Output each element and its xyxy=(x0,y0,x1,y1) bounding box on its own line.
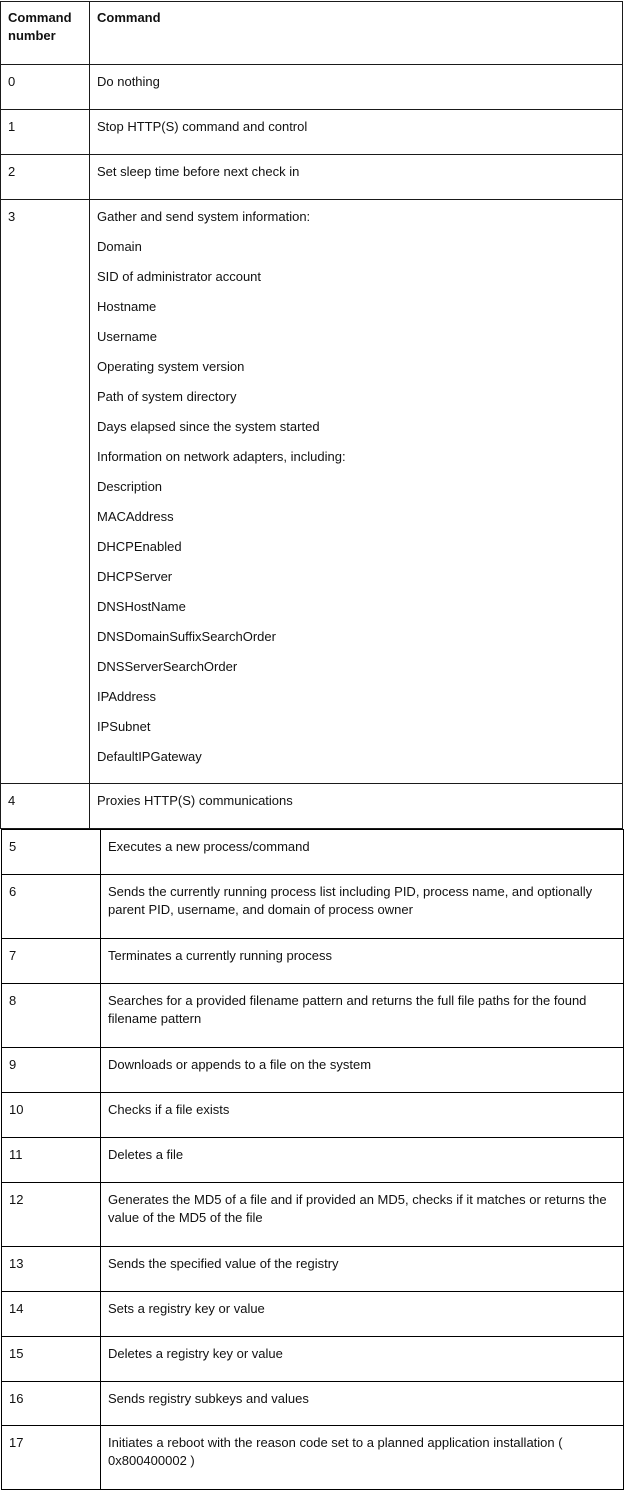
command-description xyxy=(90,200,623,784)
command-number: 5 xyxy=(2,830,101,875)
table-row xyxy=(2,875,624,939)
list-item: Hostname xyxy=(97,299,157,314)
table-row xyxy=(2,939,624,984)
command-description: Checks if a file exists xyxy=(101,1093,624,1138)
list-item: Description xyxy=(97,479,163,494)
command-description: Sets a registry key or value xyxy=(101,1292,624,1337)
command-number: 15 xyxy=(2,1337,101,1382)
command-description: Downloads or appends to a file on the system xyxy=(101,1048,624,1093)
list-item: DHCPServer xyxy=(97,569,173,584)
list-item: Days elapsed since the system started xyxy=(97,419,320,434)
header-command: Command xyxy=(90,2,623,65)
list-item: SID of administrator account xyxy=(97,269,262,284)
command-number: 8 xyxy=(2,984,101,1048)
command-number: 1 xyxy=(1,110,90,155)
table-row xyxy=(2,1426,624,1490)
command-description: Initiates a reboot with the reason code set to a planned application installation ( 0x800400002 ) xyxy=(101,1426,624,1490)
table-row xyxy=(2,1138,624,1183)
header-command-number: Command number xyxy=(1,2,90,65)
command-number: 6 xyxy=(2,875,101,939)
list-item: Operating system version xyxy=(97,359,245,374)
command-description: Searches for a provided filename pattern and returns the full file paths for the found filename pattern xyxy=(101,984,624,1048)
table-row xyxy=(2,830,624,875)
table-row xyxy=(2,1337,624,1382)
command-description: Deletes a file xyxy=(101,1138,624,1183)
command-number: 4 xyxy=(1,784,90,829)
table-row xyxy=(2,984,624,1048)
table-row xyxy=(1,110,623,155)
table-row xyxy=(2,1048,624,1093)
command-table-part-1 xyxy=(0,1,623,829)
list-item: Username xyxy=(97,329,157,344)
table-row xyxy=(2,1382,624,1426)
list-item: Path of system directory xyxy=(97,389,237,404)
command-number: 2 xyxy=(1,155,90,200)
table-row xyxy=(1,155,623,200)
command-number: 13 xyxy=(2,1247,101,1292)
command-description: Deletes a registry key or value xyxy=(101,1337,624,1382)
list-item: DNSDomainSuffixSearchOrder xyxy=(97,629,276,644)
command-description: Sends the specified value of the registry xyxy=(101,1247,624,1292)
list-item: Information on network adapters, including: xyxy=(97,449,346,464)
table-row xyxy=(2,1292,624,1337)
command-number: 17 xyxy=(2,1426,101,1490)
command-description: Sends registry subkeys and values xyxy=(101,1382,624,1426)
command-number: 9 xyxy=(2,1048,101,1093)
command-number: 7 xyxy=(2,939,101,984)
table-row xyxy=(1,200,623,784)
command-description: Proxies HTTP(S) communications xyxy=(90,784,623,829)
list-item: MACAddress xyxy=(97,509,174,524)
table-header-row xyxy=(1,2,623,65)
table-row xyxy=(1,784,623,829)
command-description: Generates the MD5 of a file and if provided an MD5, checks if it matches or returns the value of the MD5 of the file xyxy=(101,1183,624,1247)
command-description: Stop HTTP(S) command and control xyxy=(90,110,623,155)
command-description: Sends the currently running process list including PID, process name, and optionally parent PID, username, and domain of process owner xyxy=(101,875,624,939)
command-number: 14 xyxy=(2,1292,101,1337)
table-row xyxy=(2,1247,624,1292)
table-row xyxy=(1,65,623,110)
command-number: 16 xyxy=(2,1382,101,1426)
list-item: Domain xyxy=(97,239,142,254)
list-item: IPAddress xyxy=(97,689,157,704)
command-description: Executes a new process/command xyxy=(101,830,624,875)
list-item: Gather and send system information: xyxy=(97,209,311,224)
list-item: DefaultIPGateway xyxy=(97,749,202,764)
list-item: DNSHostName xyxy=(97,599,186,614)
command-number: 12 xyxy=(2,1183,101,1247)
command-table-part-2 xyxy=(1,829,624,1490)
table-row xyxy=(2,1093,624,1138)
command-number: 0 xyxy=(1,65,90,110)
command-description: Terminates a currently running process xyxy=(101,939,624,984)
command-number: 10 xyxy=(2,1093,101,1138)
command-number: 11 xyxy=(2,1138,101,1183)
command-number: 3 xyxy=(1,200,90,784)
table-row xyxy=(2,1183,624,1247)
list-item: IPSubnet xyxy=(97,719,151,734)
list-item: DHCPEnabled xyxy=(97,539,182,554)
list-item: DNSServerSearchOrder xyxy=(97,659,238,674)
command-description: Set sleep time before next check in xyxy=(90,155,623,200)
command-description: Do nothing xyxy=(90,65,623,110)
system-info-list xyxy=(97,208,616,766)
